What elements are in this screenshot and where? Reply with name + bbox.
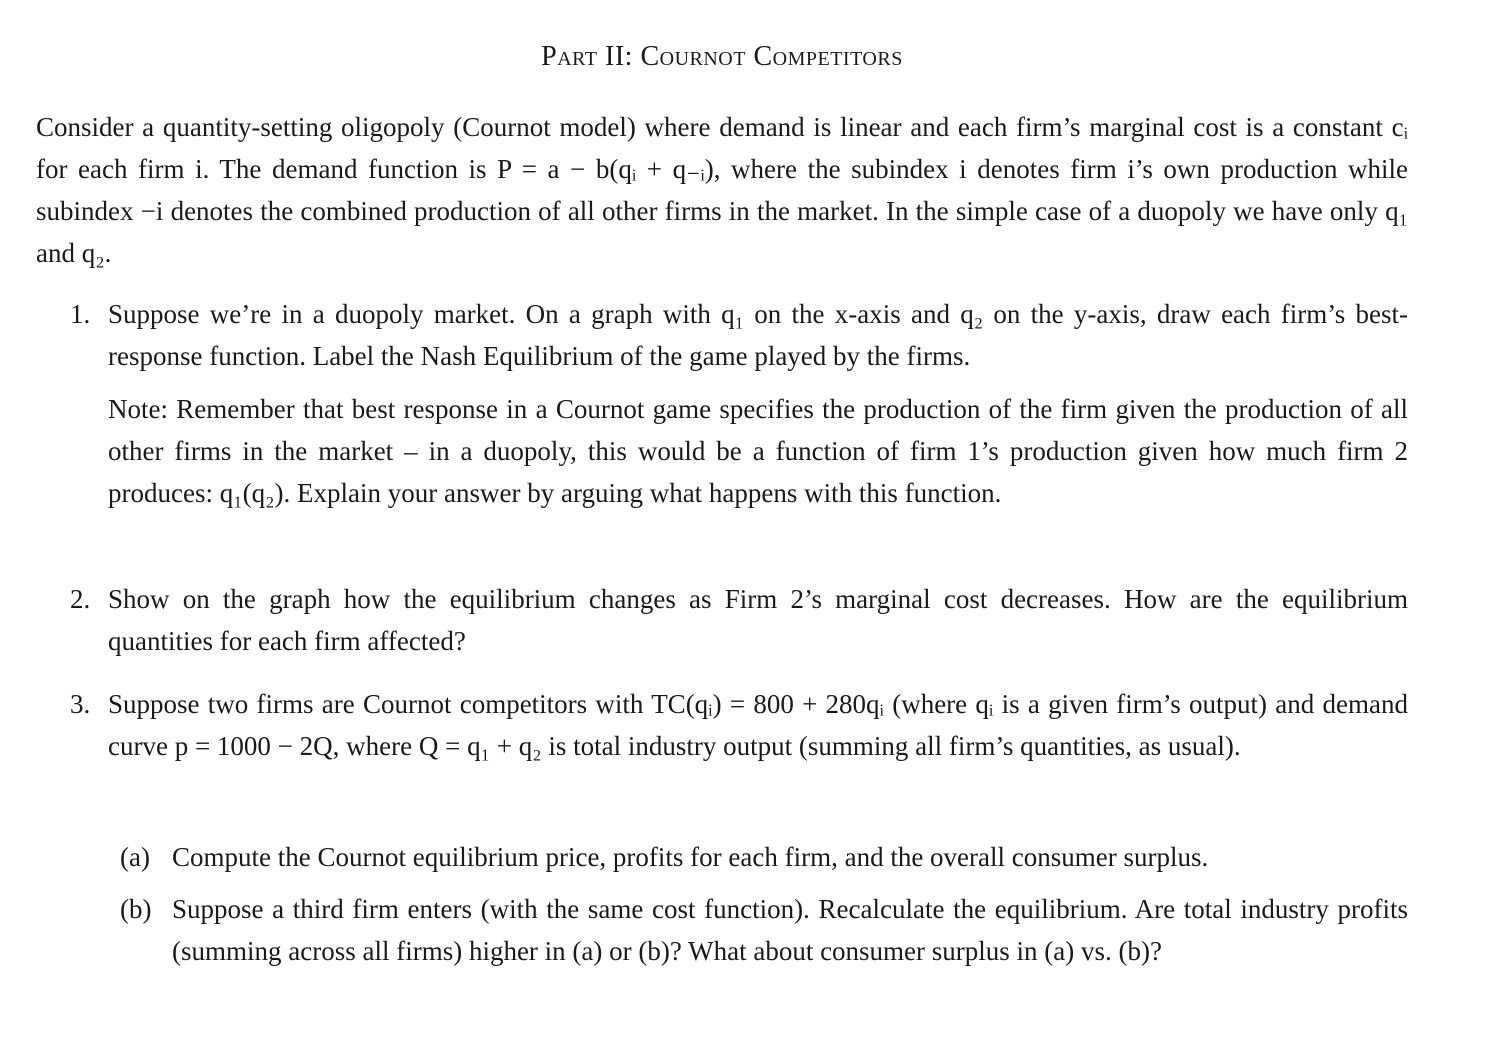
intro-paragraph: Consider a quantity-setting oligopoly (Cournot model) where demand is linear and each firm’s marginal cost is a constant cᵢ for each firm i. The demand function is P = a − b(qᵢ + q₋ᵢ), where the subindex i denotes firm i’s own production while subindex −i denotes the combined production of all other firms in the market. In the simple case of a duopoly we have only q₁ and q₂. bbox=[36, 112, 1408, 268]
question-number: 1. bbox=[70, 299, 91, 329]
section-title: Part II: Cournot Competitors bbox=[541, 41, 903, 72]
question-text: Show on the graph how the equilibrium changes as Firm 2’s marginal cost decreases. How are the equilibrium quantities for each firm affected? bbox=[108, 584, 1408, 656]
subquestion-text: Suppose a third firm enters (with the same cost function). Recalculate the equilibrium. Are total industry profits (summing across all firms) higher in (a) or (b)? What about consumer surplus in (a) vs. (b)? bbox=[172, 894, 1408, 966]
question-text: Suppose two firms are Cournot competitors with TC(qᵢ) = 800 + 280qᵢ (where qᵢ is a given firm’s output) and demand curve p = 1000 − 2Q, where Q = q₁ + q₂ is total industry output (summing all firm’s quantities, as usual). bbox=[108, 689, 1408, 761]
question-1-note: Note: Remember that best response in a Cournot game specifies the production of the firm given the production of all other firms in the market – in a duopoly, this would be a function of firm 1’s production given how much firm 2 produces: q₁(q₂). Explain your answer by arguing what happens with this function. bbox=[108, 394, 1408, 508]
question-number: 3. bbox=[70, 689, 91, 719]
subquestion-label: (a) bbox=[120, 842, 150, 872]
question-3a bbox=[120, 836, 1408, 878]
question-3 bbox=[36, 683, 1408, 767]
subquestion-text: Compute the Cournot equilibrium price, profits for each firm, and the overall consumer surplus. bbox=[172, 842, 1209, 872]
question-1 bbox=[36, 293, 1408, 377]
question-3b bbox=[120, 888, 1408, 972]
subquestion-label: (b) bbox=[120, 894, 152, 924]
question-number: 2. bbox=[70, 584, 91, 614]
question-2 bbox=[36, 578, 1408, 662]
question-text: Suppose we’re in a duopoly market. On a graph with q₁ on the x-axis and q₂ on the y-axis, draw each firm’s best-response function. Label the Nash Equilibrium of the game played by the firms. bbox=[108, 299, 1408, 371]
